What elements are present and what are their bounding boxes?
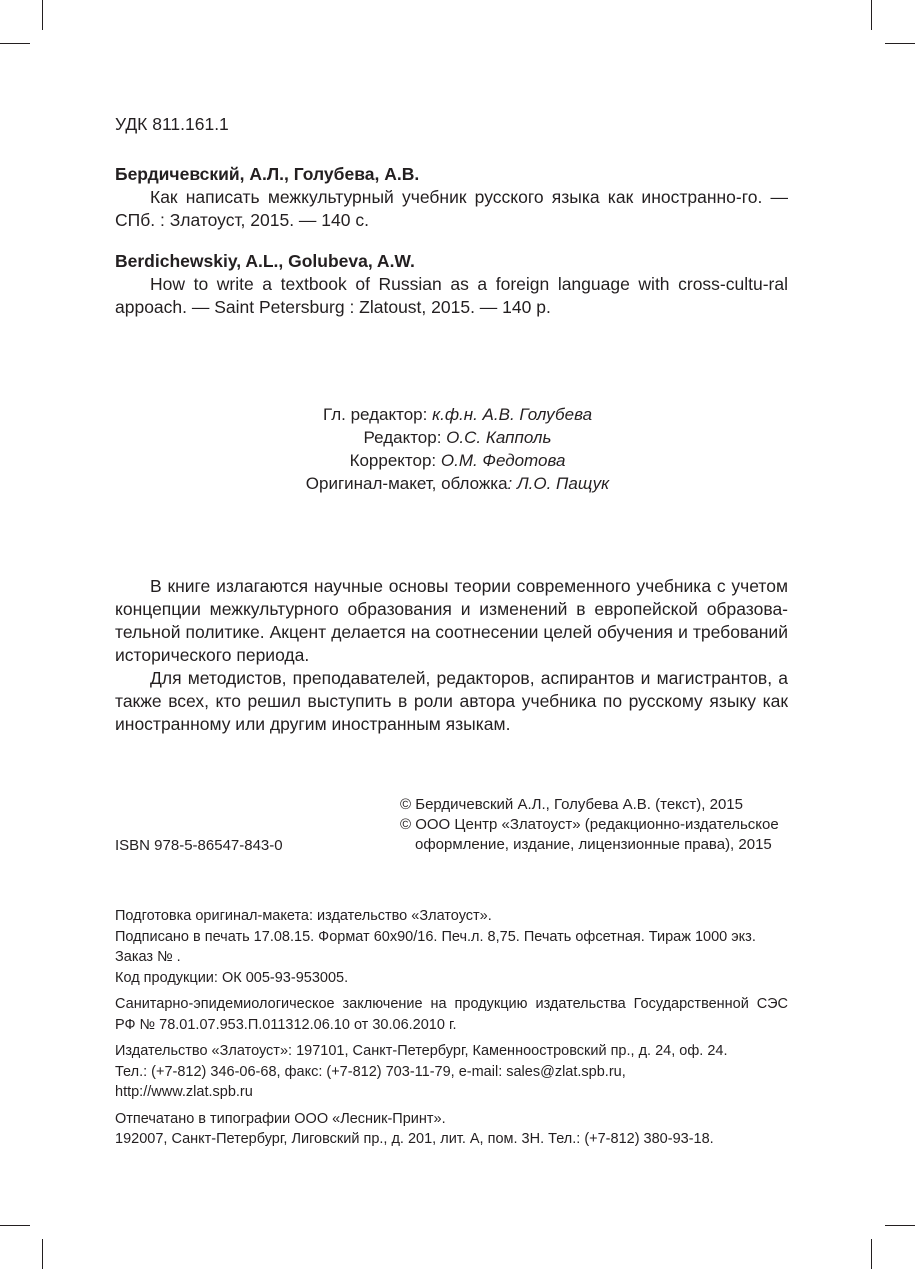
printer-name: Отпечатано в типографии ООО «Лесник-Принт». bbox=[115, 1110, 446, 1127]
crop-mark-bottom-right bbox=[871, 1239, 872, 1269]
credit-editor bbox=[0, 426, 915, 449]
copyright-block bbox=[400, 795, 800, 855]
ru-authors: Бердичевский, А.Л., Голубева, А.В. bbox=[115, 164, 420, 184]
credits-block bbox=[0, 403, 915, 495]
en-bibliographic-entry bbox=[115, 250, 788, 319]
credit-name: О.М. Федотова bbox=[440, 451, 566, 470]
imprint-block bbox=[115, 906, 788, 1156]
credit-role: Редактор: bbox=[363, 428, 447, 447]
crop-mark-top-right bbox=[871, 0, 872, 30]
credit-name: О.С. Капполь bbox=[446, 428, 552, 447]
imprint-publisher bbox=[115, 1041, 788, 1103]
credit-chief-editor bbox=[0, 403, 915, 426]
ru-bibliographic-entry bbox=[115, 163, 788, 232]
credit-proofreader bbox=[0, 449, 915, 472]
copyright-line-publisher: © ООО Центр «Златоуст» (редакционно-издательское bbox=[400, 816, 779, 833]
publisher-address: Издательство «Златоуст»: 197101, Санкт-Петербург, Каменноостровский пр., д. 24, оф. 24. bbox=[115, 1043, 728, 1059]
credit-layout-cover bbox=[0, 472, 915, 495]
crop-mark-bottom-left bbox=[42, 1239, 43, 1269]
abstract-paragraph-2: Для методистов, преподавателей, редакторов, аспирантов и магистрантов, а также всех, кто решил выступить в роли автора учебника по русскому языку как иностранному или другим иностранным языкам. bbox=[115, 668, 788, 734]
imprint-sanitary: Санитарно-эпидемиологическое заключение на продукцию издательства Государственной СЭС РФ № 78.01.07.953.П.011312.06.10 от 30.06.2010 г. bbox=[115, 996, 788, 1033]
imprint-order: Заказ № . bbox=[115, 949, 181, 965]
crop-mark-top-right-h bbox=[885, 43, 915, 44]
abstract bbox=[115, 575, 788, 736]
udk-code: УДК 811.161.1 bbox=[115, 114, 229, 134]
en-description: How to write a textbook of Russian as a foreign language with cross-cultu-ral appoach. — Saint Petersburg : Zlatoust, 2015. — 140 p. bbox=[115, 274, 788, 317]
copyright-line-authors: © Бердичевский А.Л., Голубева А.В. (текст), 2015 bbox=[400, 796, 743, 813]
crop-mark-bottom-left-h bbox=[0, 1225, 30, 1226]
imprint-product-code: Код продукции: ОК 005-93-953005. bbox=[115, 969, 349, 986]
credit-name: к.ф.н. А.В. Голубева bbox=[432, 405, 593, 424]
en-authors: Berdichewskiy, A.L., Golubeva, A.W. bbox=[115, 251, 415, 271]
imprint-preparation: Подготовка оригинал-макета: издательство «Златоуст». bbox=[115, 908, 492, 924]
crop-mark-top-left-h bbox=[0, 43, 30, 44]
publisher-contacts: Тел.: (+7-812) 346-06-68, факс: (+7-812) 703-11-79, e-mail: sales@zlat.spb.ru, bbox=[115, 1063, 626, 1080]
credit-role: Корректор: bbox=[349, 451, 441, 470]
crop-mark-bottom-right-h bbox=[885, 1225, 915, 1226]
ru-description: Как написать межкультурный учебник русского языка как иностранно-го. — СПб. : Златоуст, 2015. — 140 с. bbox=[115, 187, 788, 230]
copyright-line-rights: оформление, издание, лицензионные права), 2015 bbox=[415, 836, 772, 853]
credit-role: Оригинал-макет, обложка bbox=[305, 474, 508, 493]
credit-name: : Л.О. Пащук bbox=[507, 474, 610, 493]
imprint-printer bbox=[115, 1109, 788, 1150]
crop-mark-top-left bbox=[42, 0, 43, 30]
isbn: ISBN 978-5-86547-843-0 bbox=[115, 837, 283, 854]
abstract-paragraph-1: В книге излагаются научные основы теории современного учебника с учетом концепции межкультурного образования и изменений в европейской образова-тельной политике. Акцент делается на соотнесении целей обучения и требований исторического периода. bbox=[115, 576, 788, 665]
imprint-signed: Подписано в печать 17.08.15. Формат 60x90/16. Печ.л. 8,75. Печать офсетная. Тираж 1000 экз. bbox=[115, 928, 756, 945]
publisher-website: http://www.zlat.spb.ru bbox=[115, 1084, 253, 1100]
imprint-print-info bbox=[115, 906, 788, 988]
credit-role: Гл. редактор: bbox=[322, 405, 433, 424]
printer-address: 192007, Санкт-Петербург, Лиговский пр., д. 201, лит. А, пом. 3Н. Тел.: (+7-812) 380-93-18. bbox=[115, 1131, 714, 1147]
